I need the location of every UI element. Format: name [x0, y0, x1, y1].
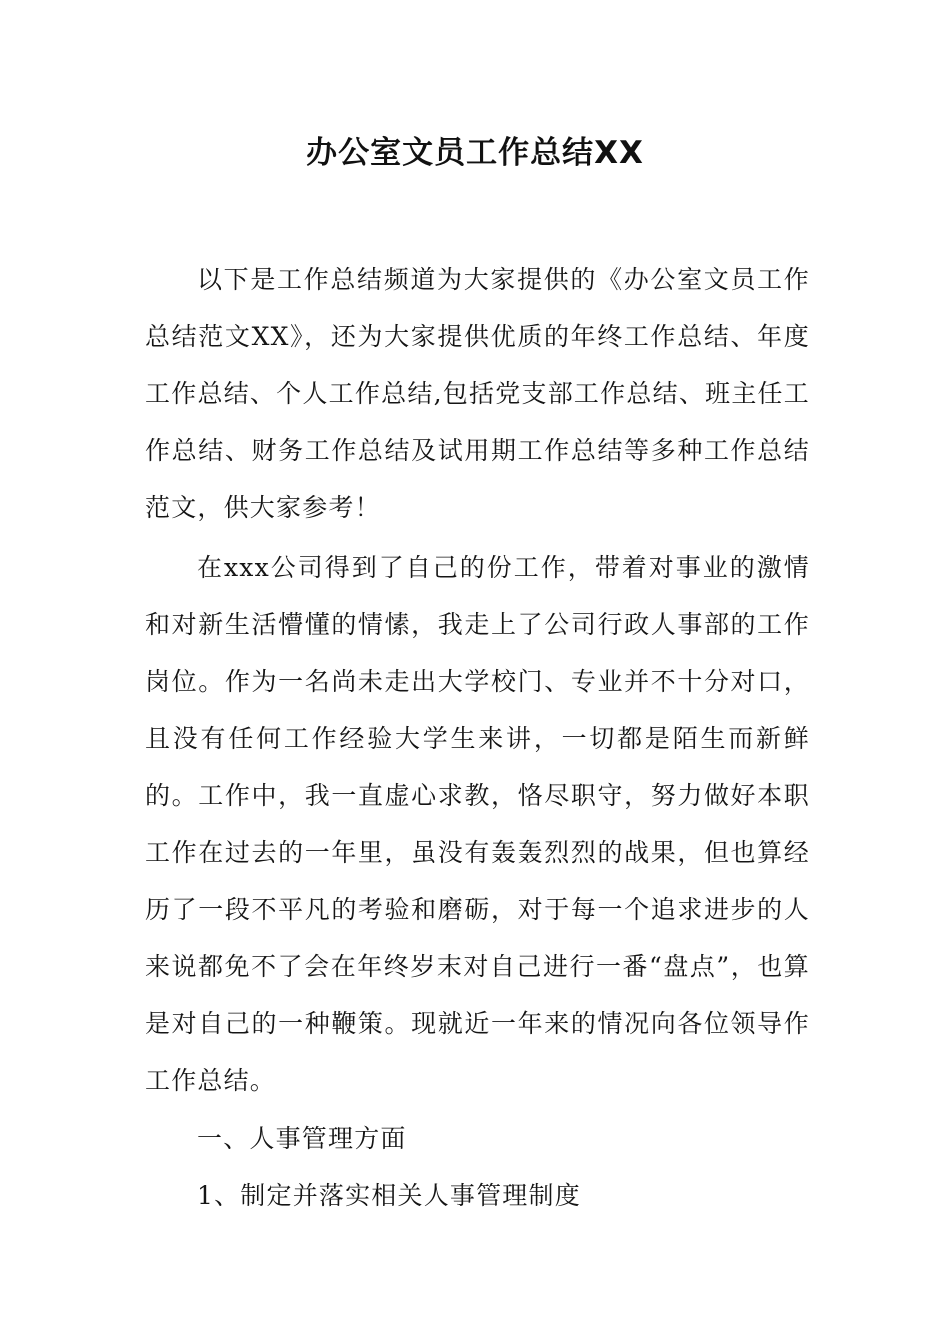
subsection-heading-container — [145, 1167, 810, 1224]
intro-paragraph-container — [145, 251, 810, 536]
work-summary-paragraph: 在xxx公司得到了自己的份工作，带着对事业的激情和对新生活懵懂的情愫，我走上了公司行政人事部的工作岗位。作为一名尚未走出大学校门、专业并不十分对口，且没有任何工作经验大学生来讲，一切都是陌生而新鲜的。工作中，我一直虚心求教，恪尽职守，努力做好本职工作在过去的一年里，虽没有轰轰烈烈的战果，但也算经历了一段不平凡的考验和磨砺，对于每一个追求进步的人来说都免不了会在年终岁末对自己进行一番“盘点”，也算是对自己的一种鞭策。现就近一年来的情况向各位领导作工作总结。 — [145, 553, 810, 1095]
intro-paragraph: 以下是工作总结频道为大家提供的《办公室文员工作总结范文XX》，还为大家提供优质的年终工作总结、年度工作总结、个人工作总结,包括党支部工作总结、班主任工作总结、财务工作总结及试用期工作总结等多种工作总结范文，供大家参考！ — [145, 265, 810, 522]
section-heading-container — [145, 1110, 810, 1167]
document-title: 办公室文员工作总结XX — [306, 135, 644, 171]
work-summary-paragraph-container — [145, 539, 810, 1109]
section-heading: 一、人事管理方面 — [197, 1124, 407, 1153]
subsection-heading: 1、制定并落实相关人事管理制度 — [197, 1181, 581, 1210]
